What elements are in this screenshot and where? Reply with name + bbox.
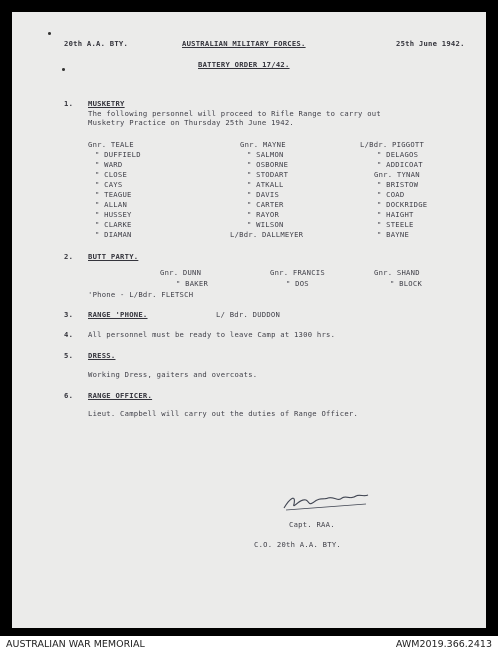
col-1-row-6: " TEAGUE [95,190,132,199]
col-3-row-9: " STEELE [377,220,414,229]
document-page [12,12,486,628]
col-1-row-4: " CLOSE [95,170,128,179]
signature-rank: Capt. RAA. [289,520,335,529]
forces-heading: AUSTRALIAN MILITARY FORCES. [182,39,306,48]
col-1-row-7: " ALLAN [95,200,128,209]
col-3-row-4: Gnr. TYNAN [374,170,420,179]
butt-row-1-col-3: Gnr. SHAND [374,268,420,277]
section-4-number: 4. [64,330,74,339]
handwritten-signature [280,488,372,514]
col-3-row-10: " BAYNE [377,230,410,239]
order-date: 25th June 1942. [396,39,465,48]
col-1-row-8: " HUSSEY [95,210,132,219]
col-1-row-10: " DIAMAN [95,230,132,239]
order-title: BATTERY ORDER 17/42. [198,60,290,69]
col-2-row-2: " SALMON [247,150,284,159]
col-2-row-8: " RAYOR [247,210,280,219]
section-2-number: 2. [64,252,74,261]
section-3-number: 3. [64,310,74,319]
col-2-row-1: Gnr. MAYNE [240,140,286,149]
col-1-row-9: " CLARKE [95,220,132,229]
section-6-title: RANGE OFFICER. [88,391,153,400]
butt-row-2-col-1: " BAKER [176,279,209,288]
phone-operator: 'Phone - L/Bdr. FLETSCH [88,290,194,299]
unit-name: 20th A.A. BTY. [64,39,129,48]
butt-row-1-col-1: Gnr. DUNN [160,268,202,277]
section-5-text: Working Dress, gaiters and overcoats. [88,370,258,379]
signature-role: C.O. 20th A.A. BTY. [254,540,341,549]
col-1-row-2: " DUFFIELD [95,150,141,159]
col-2-row-5: " ATKALL [247,180,284,189]
col-1-row-3: " WARD [95,160,123,169]
col-1-row-5: " CAYS [95,180,123,189]
section-6-number: 6. [64,391,74,400]
col-2-row-6: " DAVIS [247,190,280,199]
butt-row-2-col-3: " BLOCK [390,279,423,288]
col-3-row-1: L/Bdr. PIGGOTT [360,140,425,149]
section-3-text: L/ Bdr. DUDDON [216,310,281,319]
section-1-number: 1. [64,99,74,108]
section-5-number: 5. [64,351,74,360]
col-3-row-8: " HAIGHT [377,210,414,219]
section-3-title: RANGE 'PHONE. [88,310,148,319]
section-1-title: MUSKETRY [88,99,125,108]
ink-mark [48,32,51,35]
col-1-row-1: Gnr. TEALE [88,140,134,149]
col-3-row-2: " DELAGOS [377,150,419,159]
footer-accession-number: AWM2019.366.2413 [395,639,492,650]
section-4-text: All personnel must be ready to leave Camp at 1300 hrs. [88,330,336,339]
col-2-row-10: L/Bdr. DALLMEYER [230,230,304,239]
col-3-row-5: " BRISTOW [377,180,419,189]
section-1-line-1: The following personnel will proceed to Rifle Range to carry out [88,109,381,118]
section-2-title: BUTT PARTY. [88,252,139,261]
butt-row-1-col-2: Gnr. FRANCIS [270,268,325,277]
section-6-text: Lieut. Campbell will carry out the duties of Range Officer. [88,409,359,418]
ink-mark [62,68,65,71]
col-2-row-3: " OSBORNE [247,160,289,169]
footer-credit: AUSTRALIAN WAR MEMORIAL [6,639,145,650]
col-3-row-3: " ADDICOAT [377,160,423,169]
section-5-title: DRESS. [88,351,116,360]
col-3-row-6: " COAD [377,190,405,199]
col-3-row-7: " DOCKRIDGE [377,200,428,209]
col-2-row-7: " CARTER [247,200,284,209]
col-2-row-9: " WILSON [247,220,284,229]
section-1-line-2: Musketry Practice on Thursday 25th June 1942. [88,118,294,127]
butt-row-2-col-2: " DOS [286,279,309,288]
col-2-row-4: " STODART [247,170,289,179]
